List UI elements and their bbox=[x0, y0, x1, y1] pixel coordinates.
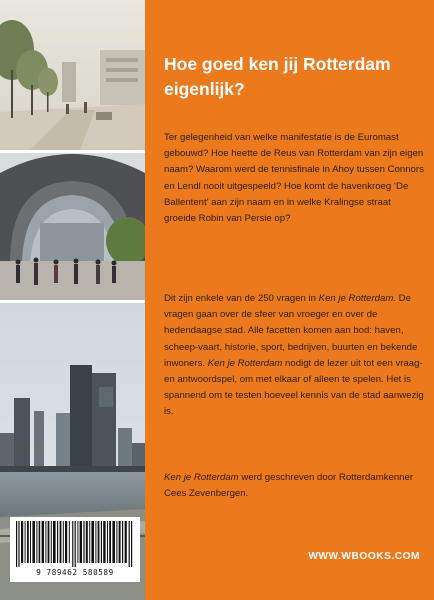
paragraph-questions: Ter gelegenheid van welke manifestatie is de Euromast gebouwd? Hoe heette de Reus van Rotterdam van zijn eigen naam? Waarom werd de tennisfinale in Ahoy tussen Connors en Lendl nooit uitgespeeld? Hoe komt de havenkroeg ‘De Ballentent’ aan zijn naam en in welke Kralingse straat groeide Robin van Persie op? bbox=[164, 132, 424, 225]
book-title-inline-3: Ken je Rotterdam bbox=[164, 472, 239, 483]
barcode-number: 9 789462 580589 bbox=[36, 568, 114, 577]
paragraph-description bbox=[164, 291, 424, 421]
book-title-inline-1: Ken je Rotterdam. bbox=[318, 293, 396, 304]
paragraph-description-part3: nodigt de lezer uit tot een vraag- en antwoordspel, om met elkaar of alleen te spelen. Het is spannend om te testen hoeveel kennis van de stad aanwezig is. bbox=[164, 357, 424, 418]
paragraph-description-part1: Dit zijn enkele van de 250 vragen in bbox=[164, 293, 319, 304]
orange-text-panel bbox=[145, 0, 434, 600]
photo-markthal bbox=[0, 153, 145, 300]
paragraph-description-part2: De vragen gaan over de sfeer van vroeger en over de hedendaagse stad. Alle facetten komen aan bod: haven, scheep-vaart, historie, sport, bedrijven, buurten en bekende inwoners. bbox=[164, 293, 418, 369]
photo-column bbox=[0, 0, 145, 600]
barcode-bars bbox=[16, 521, 134, 567]
headline: Hoe goed ken jij Rotterdam eigenlijk? bbox=[164, 54, 391, 99]
paragraph-author-rest: werd geschreven door Rotterdamkenner Cees Zevenbergen. bbox=[164, 472, 414, 500]
barcode bbox=[10, 517, 140, 582]
photo-boulevard bbox=[0, 0, 145, 150]
paragraph-author bbox=[164, 470, 424, 502]
publisher-website: WWW.WBOOKS.COM bbox=[308, 551, 420, 562]
book-title-inline-2: Ken je Rotterdam bbox=[207, 357, 283, 369]
